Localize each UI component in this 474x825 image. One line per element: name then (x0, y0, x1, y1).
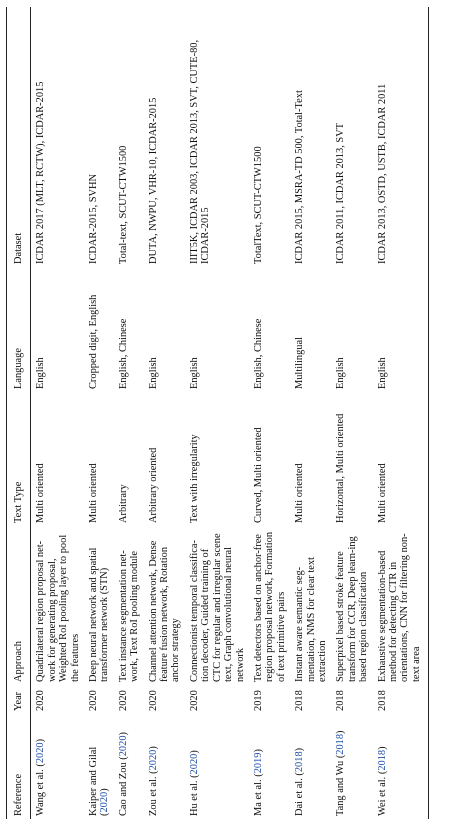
cell-text-type: Multi oriented (373, 392, 429, 526)
cell-approach: Deep neural network and spatial transformer network (STN) (88, 547, 111, 682)
cell-dataset: ICDAR 2015, MSRA-TD 500, Total-Text (294, 90, 306, 264)
table-row (185, 7, 249, 819)
cell-approach: Connectionist temporal classifica-tion decoder, Guided training of CTC for regular and irregular scene text, Graph convolutional neural network (188, 533, 246, 682)
cell-language: English (35, 357, 47, 389)
header-row (7, 7, 31, 819)
cell-approach: Text detectors based on anchor-free region proposal network, Formation of text primitive pairs (252, 531, 287, 682)
header-approach: Approach (7, 526, 31, 685)
table-row (290, 7, 331, 819)
citation-link[interactable]: 2018 (335, 733, 347, 755)
table-row (114, 7, 144, 819)
header-language: Language (7, 267, 31, 392)
cell-approach: Text instance segmentation net-work, Text RoI pooling module (117, 550, 141, 682)
table-row (144, 7, 185, 819)
cell-language: English (147, 357, 159, 389)
cell-language: English (373, 267, 429, 392)
cell-language: Multilingual (294, 337, 306, 389)
cell-year: 2020 (35, 690, 47, 711)
cell-dataset: IIIT5K, ICDAR 2003, ICDAR 2013, SVT, CUTE-80, ICDAR-2015 (188, 39, 212, 264)
cell-text-type: Multi oriented (294, 463, 306, 523)
cell-year: 2020 (147, 690, 159, 711)
cell-text-type: Multi oriented (35, 463, 47, 523)
cell-dataset: ICDAR-2015, SVHN (88, 173, 100, 264)
citation-link[interactable]: 2020 (117, 735, 129, 757)
cell-year: 2018 (373, 685, 429, 714)
citation-link[interactable]: 2020 (147, 749, 159, 771)
cell-year: 2020 (117, 690, 129, 711)
cell-dataset: ICDAR 2017 (MLT, RCTW), ICDAR-2015 (35, 81, 47, 264)
table-row (373, 7, 429, 819)
citation-link[interactable]: 2020 (99, 791, 111, 813)
cell-language: Cropped digit, English (88, 294, 100, 389)
table-row (331, 7, 372, 819)
cell-approach: Quadrilateral region proposal net-work for generating proposal, Weighted RoI pooling layer to pool the features (35, 534, 81, 682)
citation-link[interactable]: 2020 (35, 742, 47, 764)
cell-text-type: Arbitrary (117, 484, 129, 523)
cell-year: 2020 (188, 690, 200, 711)
cell-reference: Hu et al. (2020) (188, 750, 200, 816)
cell-reference: Dai et al. (2018) (294, 747, 306, 816)
cell-reference: Tang and Wu (2018) (335, 730, 347, 816)
cell-approach: Channel attention network, Dense feature fusion network, Rotation anchor strategy (147, 540, 182, 682)
citation-link[interactable]: 2018 (376, 749, 388, 771)
cell-text-type: Horizontal, Multi oriented (335, 413, 347, 523)
citation-link[interactable]: 2018 (294, 751, 306, 773)
citation-link[interactable]: 2020 (188, 753, 200, 775)
cell-year: 2018 (335, 690, 347, 711)
cell-reference: Zou et al. (2020) (147, 746, 159, 816)
cell-language: English, Chinese (117, 318, 129, 389)
cell-reference: Wang et al. (2020) (35, 738, 47, 816)
cell-text-type: Arbitrary oriented (147, 447, 159, 523)
cell-text-type: Multi oriented (88, 463, 100, 523)
cell-dataset: ICDAR 2011, ICDAR 2013, SVT (335, 122, 347, 264)
header-reference: Reference (7, 714, 31, 819)
cell-language: English, Chinese (252, 318, 264, 389)
cell-dataset: Total-text, SCUT-CTW1500 (117, 145, 129, 264)
table-row (84, 7, 114, 819)
cell-reference: Wei et al. (2018) (373, 714, 429, 819)
cell-reference: Kaiper and Gilal (2020) (88, 746, 111, 816)
cell-dataset: ICDAR 2013, OSTD, USTB, ICDAR 2011 (373, 7, 429, 267)
table-row (31, 7, 84, 819)
header-text-type: Text Type (7, 392, 31, 526)
cell-approach: Instant aware semantic seg-mentation, NMS for clear text extraction (294, 557, 328, 682)
cell-approach: Superpixel based stroke feature transform for CCR, Deep learn-ing based region classification (335, 536, 370, 682)
cell-dataset: TotalText, SCUT-CTW1500 (252, 146, 264, 264)
cell-language: English (335, 357, 347, 389)
header-dataset: Dataset (7, 7, 31, 267)
literature-table (6, 7, 429, 819)
cell-text-type: Text with irregularity (188, 434, 200, 523)
cell-approach: Exhaustive segmentation-based method for detecting CTR in orientations, CNN for filtering non-text area (373, 526, 429, 685)
cell-text-type: Curved, Multi oriented (252, 427, 264, 523)
citation-link[interactable]: 2019 (252, 752, 264, 774)
cell-year: 2020 (88, 690, 100, 711)
cell-reference: Cao and Zou (2020) (117, 732, 129, 816)
cell-reference: Ma et al. (2019) (252, 749, 264, 816)
header-year: Year (7, 685, 31, 714)
cell-year: 2018 (294, 690, 306, 711)
cell-language: English (188, 357, 200, 389)
table-row (249, 7, 290, 819)
cell-year: 2019 (252, 690, 264, 711)
cell-dataset: DUTA, NWPU, VHR-10, ICDAR-2015 (147, 97, 159, 264)
